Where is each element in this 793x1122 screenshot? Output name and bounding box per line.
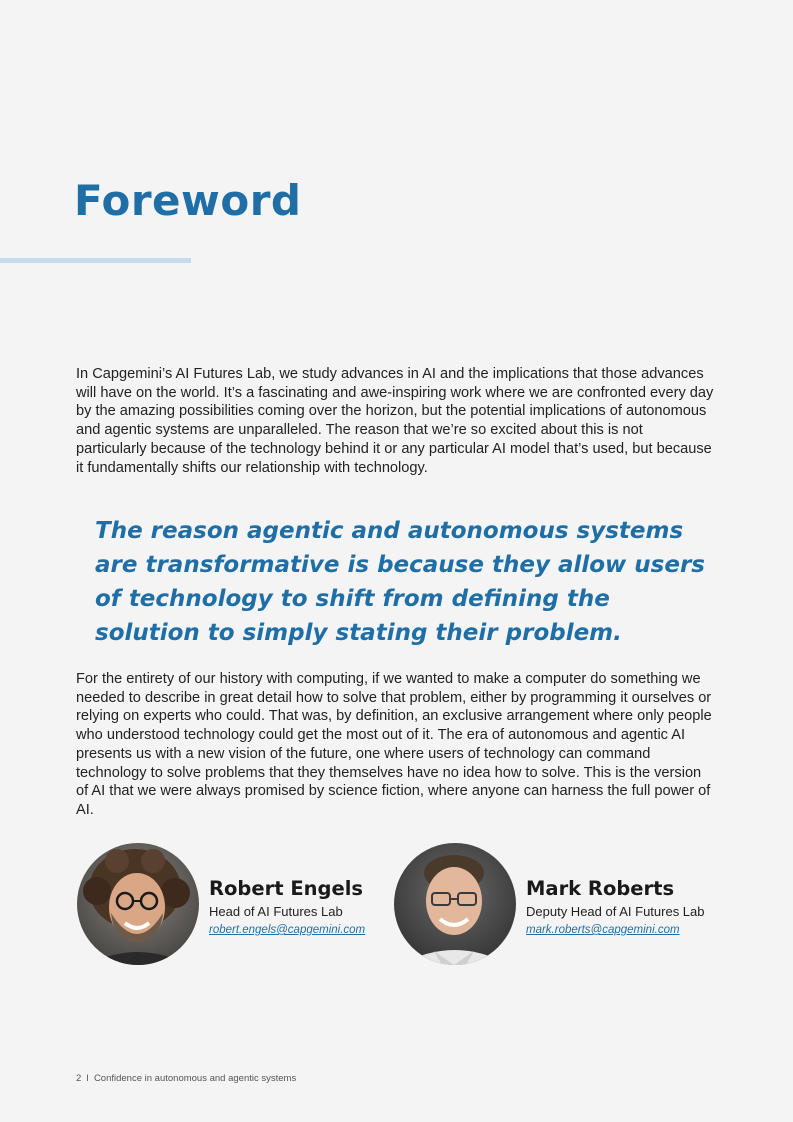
- author-photo-icon: [394, 843, 516, 965]
- author-info: [526, 878, 705, 938]
- intro-paragraph: In Capgemini’s AI Futures Lab, we study advances in AI and the implications that those advances will have on the world. It’s a fascinating and awe-inspiring work where we are confronted every day by the amazing possibilities coming over the horizon, but the potential implications of autonomous and agentic systems are unparalleled. The reason that we’re so excited about this is not particularly because of the technology behind it or any particular AI model that’s used, but because it fundamentally shifts our relationship with technology.: [76, 366, 714, 476]
- author-card-mark-roberts: [394, 843, 754, 967]
- page-title: Foreword: [74, 176, 302, 225]
- body-paragraph: For the entirety of our history with computing, if we wanted to make a computer do something we needed to describe in great detail how to solve that problem, either by programming it ourselves or relying on experts who could. That was, by definition, an exclusive arrangement where only people who understood technology could get the most out of it. The era of autonomous and agentic AI presents us with a new vision of the future, one where users of technology can command technology to solve problems that they themselves have no idea how to solve. This is the version of AI that we were always promised by science fiction, where anyone can harness the full power of AI.: [76, 671, 712, 818]
- author-name: Mark Roberts: [526, 877, 675, 900]
- author-role: Head of AI Futures Lab: [209, 904, 343, 919]
- author-email-link[interactable]: mark.roberts@capgemini.com: [526, 924, 680, 936]
- avatar: [77, 843, 199, 965]
- author-name: Robert Engels: [209, 877, 364, 900]
- document-title: Confidence in autonomous and agentic systems: [93, 1073, 297, 1084]
- author-email-link[interactable]: robert.engels@capgemini.com: [209, 924, 366, 936]
- footer-separator: I: [86, 1073, 89, 1084]
- author-card-robert-engels: [77, 843, 397, 967]
- page-footer: [76, 1073, 296, 1084]
- page-number: 2: [76, 1073, 82, 1084]
- author-role: Deputy Head of AI Futures Lab: [526, 904, 705, 919]
- avatar: [394, 843, 516, 965]
- title-divider: [0, 258, 191, 263]
- author-photo-icon: [77, 843, 199, 965]
- author-info: [209, 878, 365, 938]
- pull-quote: The reason agentic and autonomous systems are transformative is because they allow users of technology to shift from defining the solution to simply stating their problem.: [95, 518, 705, 646]
